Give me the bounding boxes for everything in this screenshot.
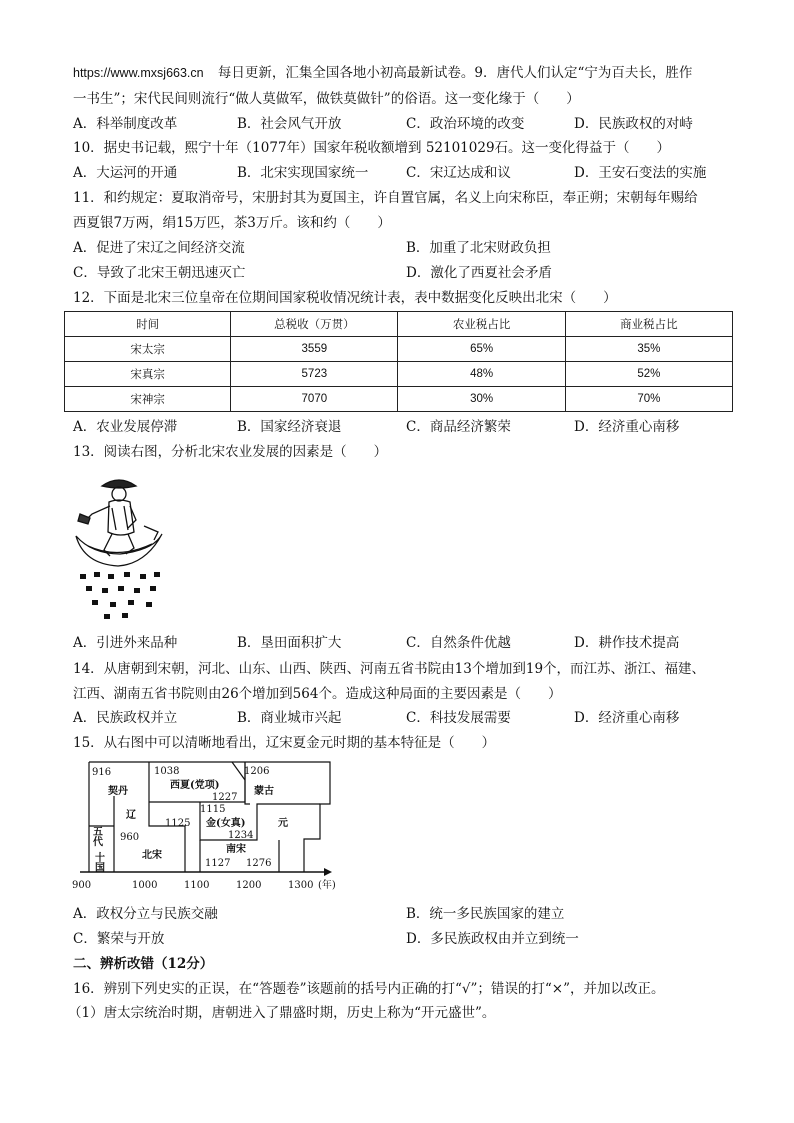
q10-option-c: C．宋辽达成和议: [406, 165, 511, 181]
q9-stem-part1: 每日更新，汇集全国各地小初高最新试卷。9．唐代人们认定“宁为百夫长，胜作: [217, 65, 693, 81]
q13-option-d: D．耕作技术提高: [574, 635, 680, 651]
label-y1276: 1276: [246, 858, 272, 869]
label-menggu: 蒙古: [254, 786, 274, 797]
label-nansong: 南宋: [226, 844, 246, 855]
table-cell: 宋神宗: [65, 387, 231, 412]
label-y960: 960: [120, 832, 140, 843]
q12-option-d: D．经济重心南移: [574, 419, 680, 435]
axis-tick-1200: 1200: [236, 880, 262, 891]
q15-option-a: A．政权分立与民族交融: [73, 906, 218, 922]
table-header: 总税收（万贯）: [231, 312, 398, 337]
label-y1234: 1234: [228, 830, 254, 841]
q15-option-c: C．繁荣与开放: [73, 931, 165, 947]
q14-stem-part2: 江西、湖南五省书院则由26个增加到564个。造成这种局面的主要因素是（ ）: [73, 686, 562, 702]
q16-stem: 16．辨别下列史实的正误，在“答题卷”该题前的括号内正确的打“√”；错误的打“×”，并加以改正。: [73, 981, 665, 997]
axis-tick-900: 900: [72, 880, 92, 891]
q11-option-a: A．促进了宋辽之间经济交流: [73, 240, 245, 256]
table-cell: 35%: [565, 337, 732, 362]
label-yuan: 元: [278, 818, 288, 829]
q12-stem: 12．下面是北宋三位皇帝在位期间国家税收情况统计表，表中数据变化反映出北宋（ ）: [73, 290, 617, 306]
label-shiguo: 十国: [92, 852, 104, 872]
q9-option-a: A．科举制度改革: [73, 116, 178, 132]
q9-stem-part2: 一书生”；宋代民间则流行“做人莫做军，做铁莫做针”的俗语。这一变化缘于（ ）: [73, 91, 580, 107]
table-row: [65, 337, 733, 362]
table-cell: 30%: [398, 387, 565, 412]
q14-option-c: C．科技发展需要: [406, 710, 511, 726]
q15-option-b: B．统一多民族国家的建立: [406, 906, 565, 922]
q14-stem-part1: 14．从唐朝到宋朝，河北、山东、山西、陕西、河南五省书院由13个增加到19个，而江苏、浙江、福建、: [73, 661, 706, 677]
q15-stem: 15．从右图中可以清晰地看出，辽宋夏金元时期的基本特征是（ ）: [73, 735, 496, 751]
source-url[interactable]: https://www.mxsj663.cn: [73, 66, 204, 80]
table-cell: 7070: [231, 387, 398, 412]
q11-option-d: D．激化了西夏社会矛盾: [406, 265, 552, 281]
table-header: 时间: [65, 312, 231, 337]
axis-unit: (年): [318, 880, 336, 891]
q9-option-b: B．社会风气开放: [237, 116, 342, 132]
q9-option-c: C．政治环境的改变: [406, 116, 525, 132]
header-line: [73, 64, 692, 82]
table-cell: 3559: [231, 337, 398, 362]
q11-option-c: C．导致了北宋王朝迅速灭亡: [73, 265, 246, 281]
q13-option-b: B．垦田面积扩大: [237, 635, 342, 651]
q11-option-b: B．加重了北宋财政负担: [406, 240, 551, 256]
q13-stem: 13．阅读右图，分析北宋农业发展的因素是（ ）: [73, 444, 388, 460]
label-y1038: 1038: [154, 766, 180, 777]
q12-option-c: C．商品经济繁荣: [406, 419, 511, 435]
table-cell: 52%: [565, 362, 732, 387]
table-cell: 48%: [398, 362, 565, 387]
q14-option-d: D．经济重心南移: [574, 710, 680, 726]
q11-stem-part1: 11．和约规定：夏取消帝号，宋册封其为夏国主，许自置官属，名义上向宋称臣，奉正朔；宋朝每年赐给: [73, 190, 698, 206]
table-cell: 宋太宗: [65, 337, 231, 362]
label-xixia: 西夏(党项): [170, 780, 220, 791]
label-y916: 916: [92, 767, 112, 778]
q12-option-b: B．国家经济衰退: [237, 419, 342, 435]
q14-option-b: B．商业城市兴起: [237, 710, 342, 726]
table-cell: 5723: [231, 362, 398, 387]
q10-option-d: D．王安石变法的实施: [574, 165, 707, 181]
label-liao: 辽: [126, 810, 136, 821]
table-row: [65, 387, 733, 412]
label-jin: 金(女真): [206, 818, 246, 829]
q10-option-a: A．大运河的开通: [73, 165, 178, 181]
axis-tick-1100: 1100: [184, 880, 210, 891]
q11-stem-part2: 西夏银7万两，绢15万匹，茶3万斤。该和约（ ）: [73, 215, 391, 231]
label-y1227: 1227: [212, 792, 238, 803]
q10-stem: 10．据史书记载，熙宁十年（1077年）国家年税收额增到 52101029石。这一变化得益于（ ）: [73, 140, 671, 156]
q10-option-b: B．北宋实现国家统一: [237, 165, 369, 181]
label-y1127: 1127: [205, 858, 231, 869]
table-header-row: [65, 312, 733, 337]
q13-option-a: A．引进外来品种: [73, 635, 178, 651]
label-qidan: 契丹: [108, 786, 128, 797]
table-cell: 70%: [565, 387, 732, 412]
farmer-seedling-boat-illustration: [74, 474, 166, 622]
q15-option-d: D．多民族政权由并立到统一: [406, 931, 579, 947]
table-cell: 65%: [398, 337, 565, 362]
axis-tick-1000: 1000: [132, 880, 158, 891]
q14-option-a: A．民族政权并立: [73, 710, 178, 726]
q12-option-a: A．农业发展停滞: [73, 419, 178, 435]
table-cell: 宋真宗: [65, 362, 231, 387]
regime-timeline-diagram: [72, 760, 352, 894]
table-row: [65, 362, 733, 387]
label-wudai: 五代: [90, 826, 102, 846]
table-header: 商业税占比: [565, 312, 732, 337]
label-y1125: 1125: [165, 818, 191, 829]
label-beisong: 北宋: [142, 850, 162, 861]
q9-option-d: D．民族政权的对峙: [574, 116, 693, 132]
label-y1115: 1115: [200, 804, 226, 815]
tax-table: [64, 311, 733, 412]
axis-tick-1300: 1300: [288, 880, 314, 891]
q13-option-c: C．自然条件优越: [406, 635, 511, 651]
q16-item-1: （1）唐太宗统治时期，唐朝进入了鼎盛时期，历史上称为“开元盛世”。: [68, 1005, 496, 1021]
section-2-heading: 二、辨析改错（12分）: [73, 956, 214, 972]
table-header: 农业税占比: [398, 312, 565, 337]
label-y1206: 1206: [244, 766, 270, 777]
